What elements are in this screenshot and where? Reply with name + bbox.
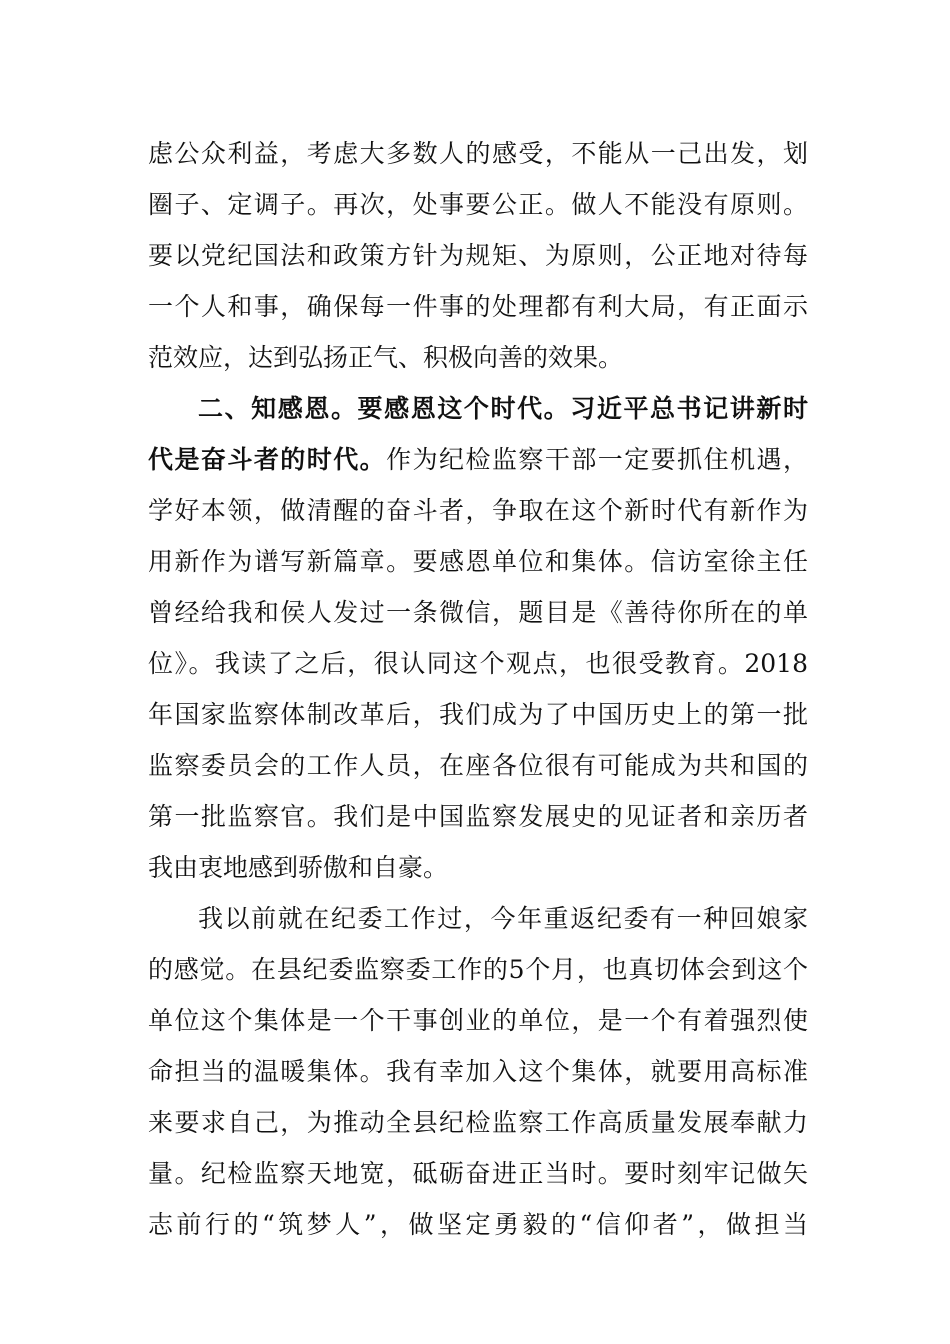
text-line: 用新作为谱写新篇章。要感恩单位和集体。信访室徐主任 [148,547,808,576]
text-line-rest: 作为纪检监察干部一定要抓住机遇， [386,445,808,474]
text-line: 监察委员会的工作人员，在座各位很有可能成为共和国的 [148,751,808,780]
text-line: 命担当的温暖集体。我有幸加入这个集体，就要用高标准 [148,1057,808,1086]
text-line: 位》。我读了之后，很认同这个观点，也很受教育。2018 [148,649,808,678]
text-line: 一个人和事，确保每一件事的处理都有利大局，有正面示 [148,292,808,321]
text-line: 志前行的“筑梦人”，做坚定勇毅的“信仰者”，做担当 [148,1210,808,1239]
section-heading-line: 二、知感恩。要感恩这个时代。习近平总书记讲新时 [198,394,808,423]
text-line [148,434,808,485]
paragraph-continuation [148,128,808,383]
text-line: 我由衷地感到骄傲和自豪。 [148,853,449,882]
text-line: 年国家监察体制改革后，我们成为了中国历史上的第一批 [148,700,808,729]
text-line: 量。纪检监察天地宽，砥砺奋进正当时。要时刻牢记做矢 [148,1159,808,1188]
text-line: 我以前就在纪委工作过，今年重返纪委有一种回娘家 [198,904,808,933]
paragraph-indented [148,893,808,1250]
section-heading-tail: 代是奋斗者的时代。 [148,445,387,474]
paragraph-section-heading [148,383,808,893]
text-line: 单位这个集体是一个干事创业的单位，是一个有着强烈使 [148,1006,808,1035]
text-line: 的感觉。在县纪委监察委工作的5个月，也真切体会到这个 [148,955,808,984]
text-line: 来要求自己，为推动全县纪检监察工作高质量发展奉献力 [148,1108,808,1137]
document-body [148,128,808,1250]
text-line: 曾经给我和侯人发过一条微信，题目是《善待你所在的单 [148,598,808,627]
text-line: 要以党纪国法和政策方针为规矩、为原则，公正地对待每 [148,241,808,270]
text-line: 虑公众利益，考虑大多数人的感受，不能从一己出发，划 [148,139,808,168]
text-line: 圈子、定调子。再次，处事要公正。做人不能没有原则。 [148,190,808,219]
text-line: 学好本领，做清醒的奋斗者，争取在这个新时代有新作为 [148,496,808,525]
text-line: 范效应，达到弘扬正气、积极向善的效果。 [148,343,624,372]
text-line: 第一批监察官。我们是中国监察发展史的见证者和亲历者 [148,802,808,831]
